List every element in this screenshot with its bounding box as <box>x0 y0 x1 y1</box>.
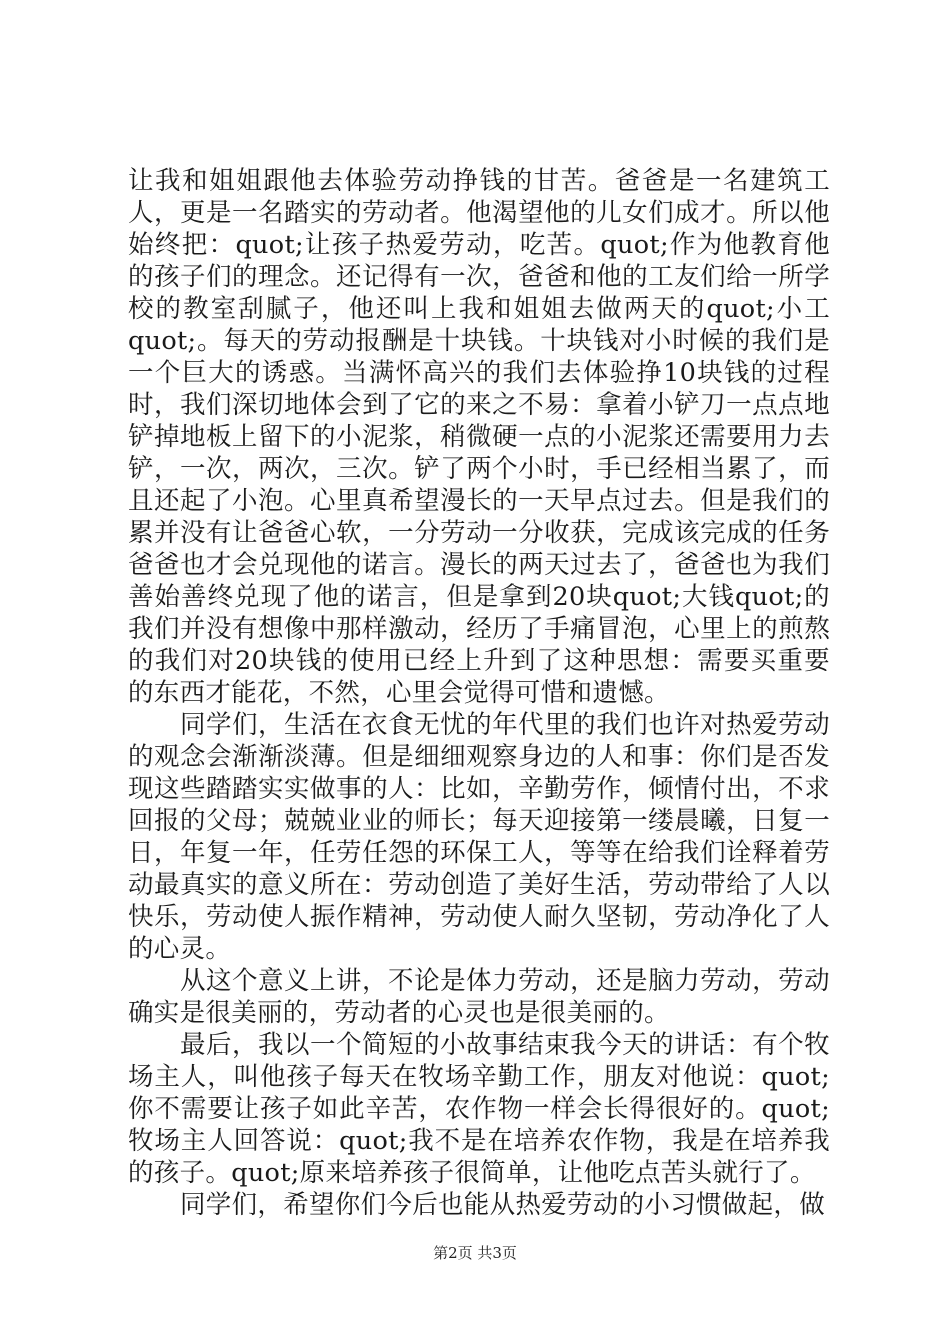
paragraph-5: 同学们，希望你们今后也能从热爱劳动的小习惯做起，做 <box>180 1190 826 1220</box>
paragraph-3: 从这个意义上讲，不论是体力劳动，还是脑力劳动，劳动确实是很美丽的，劳动者的心灵也是很美丽的。 <box>128 966 830 1028</box>
page-footer <box>0 1243 950 1263</box>
page-number-label: 第2页 共3页 <box>433 1244 517 1262</box>
paragraph-4: 最后，我以一个简短的小故事结束我今天的讲话：有个牧场主人，叫他孩子每天在牧场辛勤工作，朋友对他说：quot;你不需要让孩子如此辛苦，农作物一样会长得很好的。quot;牧场主人回答说：quot;我不是在培养农作物，我是在培养我的孩子。quot;原来培养孩子很简单，让他吃点苦头就行了。 <box>128 1030 830 1188</box>
paragraph-1: 让我和姐姐跟他去体验劳动挣钱的甘苦。爸爸是一名建筑工人，更是一名踏实的劳动者。他渴望他的儿女们成才。所以他始终把：quot;让孩子热爱劳动，吃苦。quot;作为他教育他的孩子们的理念。还记得有一次，爸爸和他的工友们给一所学校的教室刮腻子，他还叫上我和姐姐去做两天的quot;小工quot;。每天的劳动报酬是十块钱。十块钱对小时候的我们是一个巨大的诱惑。当满怀高兴的我们去体验挣10块钱的过程时，我们深切地体会到了它的来之不易：拿着小铲刀一点点地铲掉地板上留下的小泥浆，稍微硬一点的小泥浆还需要用力去铲，一次，两次，三次。铲了两个小时，手已经相当累了，而且还起了小泡。心里真希望漫长的一天早点过去。但是我们的累并没有让爸爸心软，一分劳动一分收获，完成该完成的任务爸爸也才会兑现他的诺言。漫长的两天过去了，爸爸也为我们善始善终兑现了他的诺言，但是拿到20块quot;大钱quot;的我们并没有想像中那样激动，经历了手痛冒泡，心里上的煎熬的我们对20块钱的使用已经上升到了这种思想：需要买重要的东西才能花，不然，心里会觉得可惜和遗憾。 <box>128 166 830 708</box>
body-text <box>128 165 830 1221</box>
paragraph-2: 同学们，生活在衣食无忧的年代里的我们也许对热爱劳动的观念会渐渐淡薄。但是细细观察身边的人和事：你们是否发现这些踏踏实实做事的人：比如，辛勤劳作，倾情付出，不求回报的父母；兢兢业业的师长；每天迎接第一缕晨曦，日复一日，年复一年，任劳任怨的环保工人，等等在给我们诠释着劳动最真实的意义所在：劳动创造了美好生活，劳动带给了人以快乐，劳动使人振作精神，劳动使人耐久坚韧，劳动净化了人的心灵。 <box>128 710 830 964</box>
